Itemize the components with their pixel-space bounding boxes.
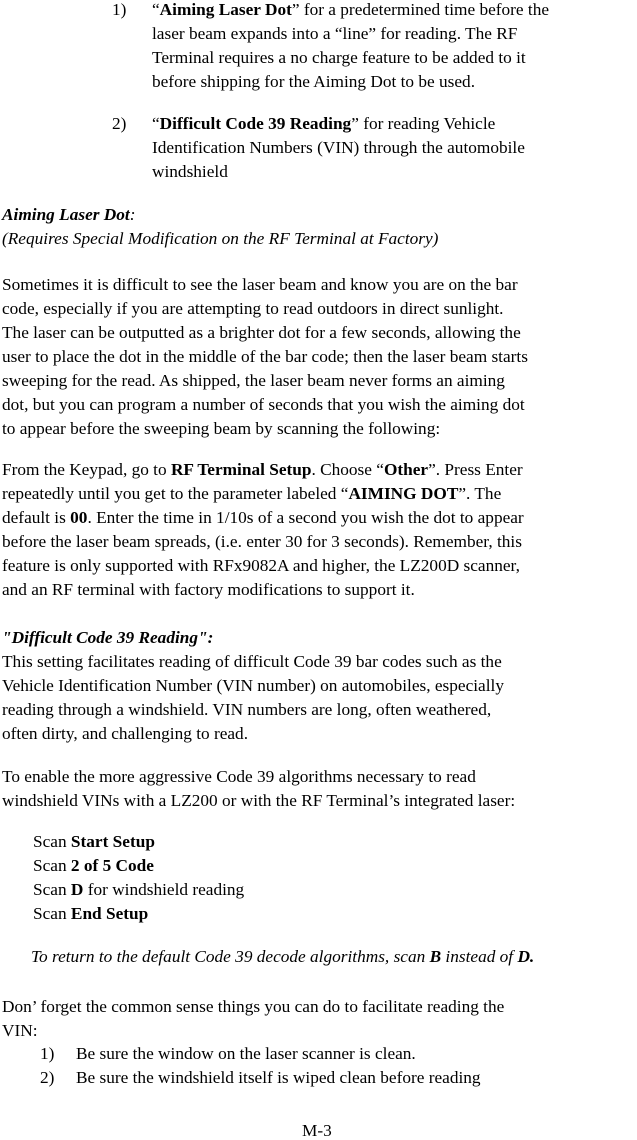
aiming-paragraph-2 (2, 458, 636, 602)
text-line: From the Keypad, go to RF Terminal Setup. Choose “Other”. Press Enter (2, 460, 523, 479)
text-line: Don’ forget the common sense things you can do to facilitate reading the (2, 997, 505, 1016)
text-line: Scan End Setup (33, 904, 149, 923)
list-1-item-2-number: 2) (112, 114, 127, 133)
text-line: feature is only supported with RFx9082A and higher, the LZ200D scanner, (2, 556, 520, 575)
list-1-item-1-text (152, 0, 549, 94)
closing-paragraph (2, 995, 636, 1043)
text-line: default is 00. Enter the time in 1/10s of a second you wish the dot to appear (2, 508, 524, 527)
text-line: user to place the dot in the middle of the bar code; then the laser beam starts (2, 347, 528, 366)
list-1-item-2-text (152, 112, 525, 184)
list-2-item-2-number: 2) (40, 1068, 55, 1087)
text-line: “Difficult Code 39 Reading” for reading Vehicle (152, 114, 496, 133)
text-line: laser beam expands into a “line” for reading. The RF (152, 24, 518, 43)
text-line: repeatedly until you get to the parameter labeled “AIMING DOT”. The (2, 484, 502, 503)
text-line: windshield VINs with a LZ200 or with the RF Terminal’s integrated laser: (2, 791, 516, 810)
aiming-paragraph-1 (2, 273, 636, 441)
text-line: The laser can be outputted as a brighter dot for a few seconds, allowing the (2, 323, 521, 342)
text-line: Scan D for windshield reading (33, 880, 245, 899)
text-line: before shipping for the Aiming Dot to be used. (152, 72, 476, 91)
text-line: code, especially if you are attempting to read outdoors in direct sunlight. (2, 299, 504, 318)
text-line: to appear before the sweeping beam by scanning the following: (2, 419, 441, 438)
text-line: Sometimes it is difficult to see the laser beam and know you are on the bar (2, 275, 518, 294)
text-line: VIN: (2, 1021, 38, 1040)
difficult-paragraph-1 (2, 650, 636, 746)
page-number: M-3 (302, 1121, 332, 1140)
text-line: reading through a windshield. VIN numbers are long, often weathered, (2, 700, 492, 719)
difficult-code-heading (2, 626, 636, 650)
text-line: "Difficult Code 39 Reading": (2, 628, 214, 647)
text-line: “Aiming Laser Dot” for a predetermined time before the (152, 0, 550, 19)
text-line: To enable the more aggressive Code 39 algorithms necessary to read (2, 767, 476, 786)
default-algorithm-note (31, 945, 534, 969)
text-line: dot, but you can program a number of seconds that you wish the aiming dot (2, 395, 525, 414)
text-line: (Requires Special Modification on the RF Terminal at Factory) (2, 229, 439, 248)
scan-steps-list (33, 830, 244, 926)
list-1-item-1-number: 1) (112, 0, 127, 19)
aiming-laser-dot-heading (2, 203, 636, 251)
text-line: Scan 2 of 5 Code (33, 856, 154, 875)
text-line: Aiming Laser Dot: (2, 205, 136, 224)
text-line: Vehicle Identification Number (VIN number) on automobiles, especially (2, 676, 504, 695)
text-line: windshield (152, 162, 228, 181)
text-line: To return to the default Code 39 decode algorithms, scan B instead of D. (31, 947, 535, 966)
text-line: This setting facilitates reading of difficult Code 39 bar codes such as the (2, 652, 502, 671)
text-line: Scan Start Setup (33, 832, 155, 851)
difficult-paragraph-2 (2, 765, 636, 813)
list-2-item-2-text: Be sure the windshield itself is wiped clean before reading (76, 1068, 481, 1087)
text-line: Terminal requires a no charge feature to be added to it (152, 48, 526, 67)
text-line: and an RF terminal with factory modifications to support it. (2, 580, 415, 599)
list-2-item-1-number: 1) (40, 1044, 55, 1063)
list-2-item-1-text: Be sure the window on the laser scanner is clean. (76, 1044, 416, 1063)
text-line: sweeping for the read. As shipped, the laser beam never forms an aiming (2, 371, 505, 390)
text-line: often dirty, and challenging to read. (2, 724, 249, 743)
text-line: before the laser beam spreads, (i.e. enter 30 for 3 seconds). Remember, this (2, 532, 522, 551)
text-line: Identification Numbers (VIN) through the automobile (152, 138, 525, 157)
